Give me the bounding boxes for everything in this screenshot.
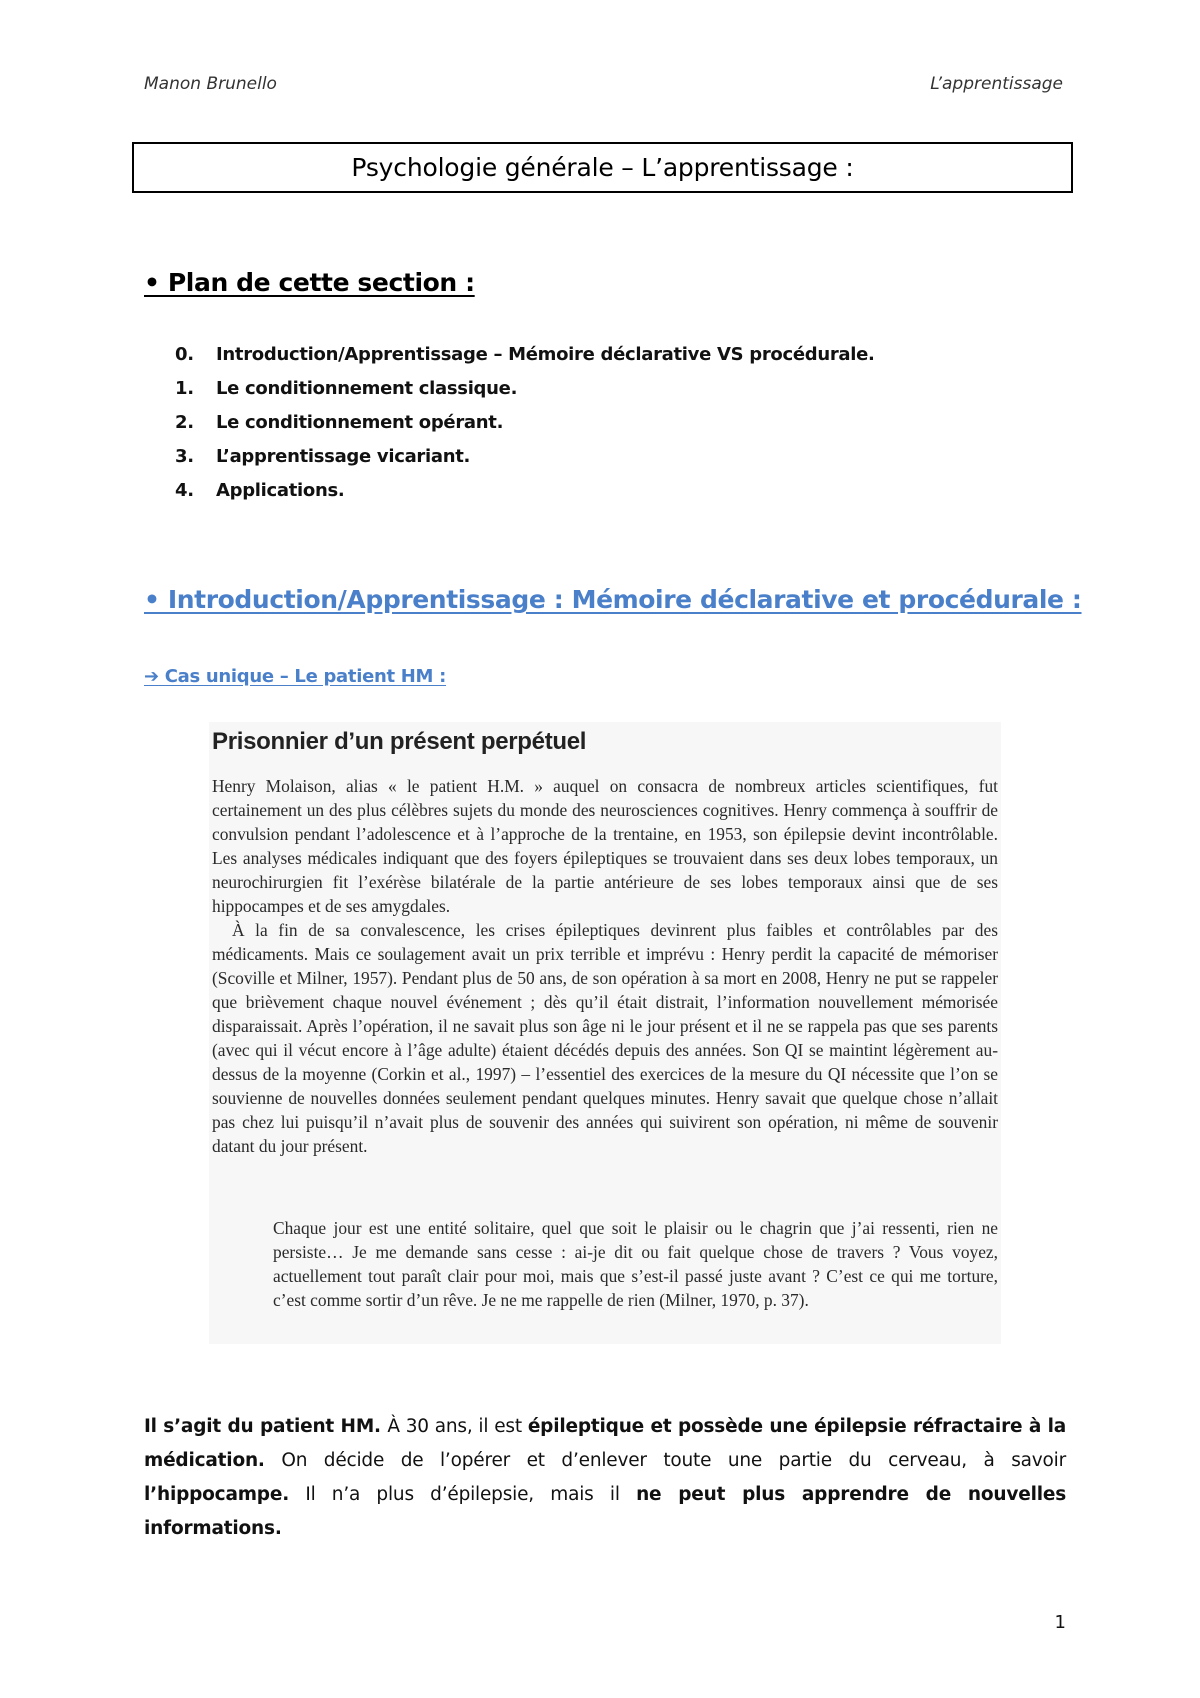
plan-item-number: 2. <box>175 412 194 433</box>
book-excerpt-image <box>209 722 1001 1344</box>
excerpt-title: Prisonnier d’un présent perpétuel <box>212 728 587 755</box>
summary-segment: À 30 ans, il est <box>387 1416 528 1437</box>
plan-item-label: Le conditionnement opérant. <box>216 412 504 433</box>
plan-item <box>175 378 875 412</box>
plan-item-label: Applications. <box>216 480 345 501</box>
summary-segment: Il n’a plus d’épilepsie, mais il <box>289 1484 637 1505</box>
summary-segment: On décide de l’opérer et d’enlever toute une partie du cerveau, à savoir <box>264 1450 1066 1471</box>
plan-list <box>175 344 875 514</box>
excerpt-quote: Chaque jour est une entité solitaire, quel que soit le plaisir ou le chagrin que j’ai ressenti, rien ne persiste… Je me demande sans cesse : ai-je dit ou fait quelque chose de travers ? Vous voyez, actuellement tout paraît clair pour moi, mais que s’est-il passé juste avant ? C’est ce qui me torture, c’est comme sortir d’un rêve. Je ne me rappelle de rien (Milner, 1970, p. 37). <box>273 1218 998 1310</box>
plan-item <box>175 344 875 378</box>
plan-item-number: 3. <box>175 446 194 467</box>
title-box <box>132 142 1073 193</box>
page-number: 1 <box>1054 1612 1066 1633</box>
excerpt-body <box>212 774 998 1158</box>
summary-paragraph <box>144 1410 1066 1546</box>
excerpt-paragraph: Henry Molaison, alias « le patient H.M. » auquel on consacra de nombreux articles scientifiques, fut certainement un des plus célèbres sujets du monde des neurosciences cognitives. Henry commença à souffrir de convulsion pendant l’adolescence et à l’approche de la trentaine, en 1953, son épilepsie devint incontrôlable. Les analyses médicales indiquant que des foyers épileptiques se trouvaient dans ses deux lobes temporaux, un neurochirurgien fit l’exérèse bilatérale de la partie antérieure de ses lobes temporaux ainsi que de ses hippocampes et de ses amygdales. <box>212 776 998 916</box>
introduction-heading: • Introduction/Apprentissage : Mémoire déclarative et procédurale : <box>144 585 1082 614</box>
plan-heading: • Plan de cette section : <box>144 268 475 297</box>
excerpt-paragraph: À la fin de sa convalescence, les crises épileptiques devinrent plus faibles et contrôlables par des médicaments. Mais ce soulagement avait un prix terrible et imprévu : Henry perdit la capacité de mémoriser (Scoville et Milner, 1957). Pendant plus de 50 ans, de son opération à sa mort en 2008, Henry ne put se rappeler que brièvement chaque nouvel événement ; dès qu’il était distrait, l’information nouvellement mémorisée disparaissait. Après l’opération, il ne savait plus son âge ni le jour présent et il ne se rappela pas que ses parents (avec qui il vécut encore à l’âge adulte) étaient décédés depuis des années. Son QI se maintint légèrement au-dessus de la moyenne (Corkin et al., 1997) – l’essentiel des exercices de la mesure du QI nécessite que l’on se souvienne de nouvelles données seulement pendant quelques minutes. Henry savait que quelque chose n’allait pas chez lui puisqu’il n’avait plus de souvenir des années qui suivirent son opération, ni même de souvenir datant du jour présent. <box>212 920 998 1156</box>
header-author: Manon Brunello <box>144 74 277 94</box>
summary-segment: ne peut plus apprendre de nouvelles informations. <box>144 1484 1067 1539</box>
plan-item-label: L’apprentissage vicariant. <box>216 446 471 467</box>
plan-item-label: Le conditionnement classique. <box>216 378 518 399</box>
plan-item <box>175 446 875 480</box>
page-title: Psychologie générale – L’apprentissage : <box>351 153 854 182</box>
plan-item <box>175 412 875 446</box>
header-section: L’apprentissage <box>930 74 1063 94</box>
summary-segment: l’hippocampe. <box>144 1484 290 1505</box>
case-subheading: ➔ Cas unique – Le patient HM : <box>144 666 447 687</box>
plan-item-label: Introduction/Apprentissage – Mémoire déclarative VS procédurale. <box>216 344 875 365</box>
plan-item-number: 0. <box>175 344 194 365</box>
plan-item-number: 1. <box>175 378 194 399</box>
plan-item-number: 4. <box>175 480 194 501</box>
summary-segment: Il s’agit du patient HM. <box>144 1416 388 1437</box>
summary-segment: épileptique et possède une épilepsie réfractaire à la médication. <box>144 1416 1066 1471</box>
plan-item <box>175 480 875 514</box>
